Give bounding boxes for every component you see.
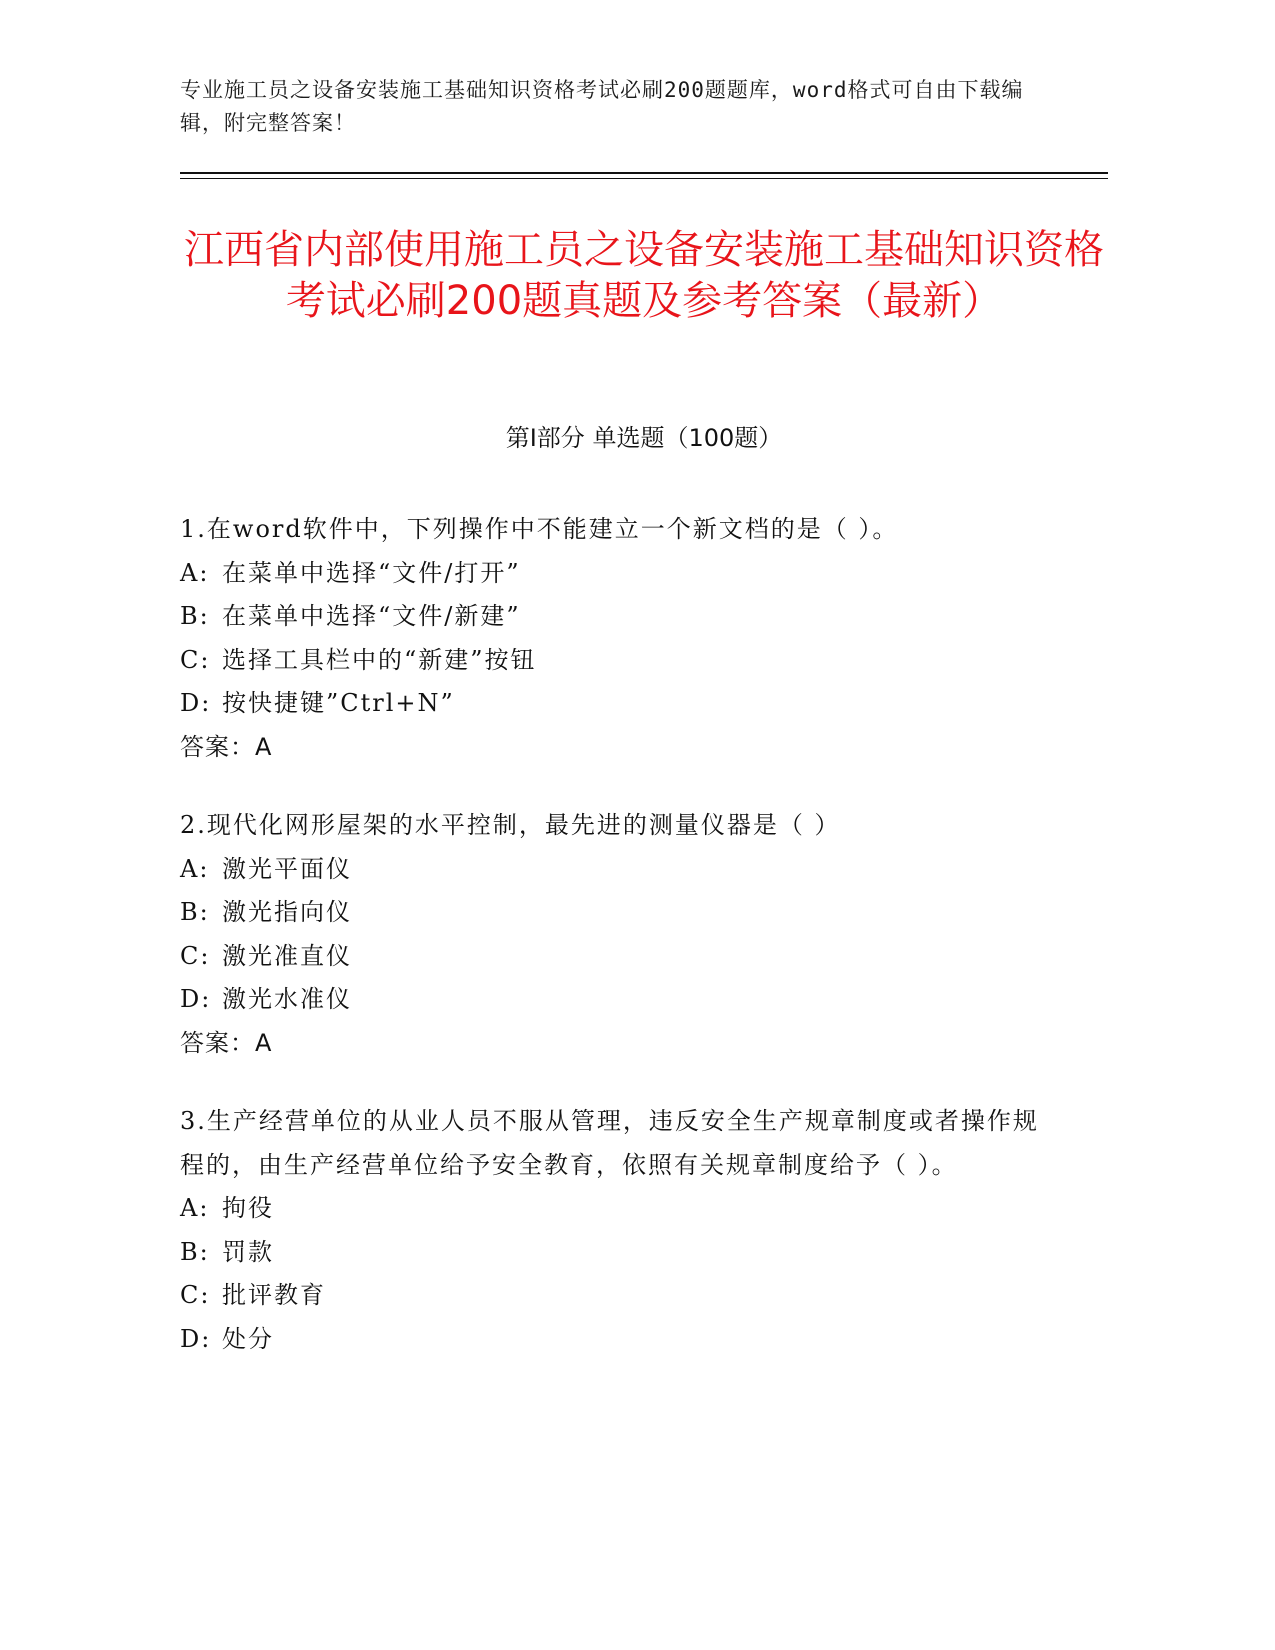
option-c: [180, 935, 1060, 979]
option-letter: A:: [180, 1194, 210, 1222]
option-letter: A:: [180, 558, 210, 587]
option-d: [180, 1318, 1060, 1362]
option-text: 选择工具栏中的“新建”按钮: [222, 645, 537, 674]
answer-line: 答案：A: [180, 732, 273, 761]
option-letter: C:: [180, 941, 211, 970]
header-note: 专业施工员之设备安装施工基础知识资格考试必刷200题题库，word格式可自由下载编辑，附完整答案！: [180, 78, 1024, 135]
option-letter: D:: [180, 1324, 212, 1353]
question-number: 2.: [180, 811, 207, 839]
option-b: [180, 891, 1060, 935]
option-c: [180, 639, 1060, 683]
option-text: 批评教育: [222, 1281, 326, 1309]
option-text: 处分: [222, 1324, 274, 1353]
question-list: [180, 508, 1060, 1396]
option-text: 按快捷键”Ctrl+N”: [222, 689, 455, 717]
header-divider-thick: [180, 172, 1108, 174]
option-text: 罚款: [222, 1237, 274, 1266]
option-text: 拘役: [222, 1194, 274, 1222]
question-text: 在word软件中，下列操作中不能建立一个新文档的是（ ）。: [206, 515, 899, 543]
option-letter: D:: [180, 985, 212, 1013]
option-text: 激光水准仪: [222, 985, 352, 1013]
option-text: 在菜单中选择“文件/打开”: [222, 558, 521, 587]
question-text: 生产经营单位的从业人员不服从管理，违反安全生产规章制度或者操作规程的，由生产经营单位给予安全教育，依照有关规章制度给予（ ）。: [180, 1107, 1039, 1179]
option-letter: C:: [180, 1281, 211, 1309]
question-text: 现代化网形屋架的水平控制，最先进的测量仪器是（ ）: [206, 811, 841, 839]
question-number: 1.: [180, 515, 207, 543]
option-a: [180, 552, 1060, 596]
option-text: 激光平面仪: [222, 854, 352, 883]
option-a: [180, 848, 1060, 892]
option-b: [180, 595, 1060, 639]
option-d: [180, 978, 1060, 1022]
question-2: [180, 804, 1060, 1065]
option-text: 激光准直仪: [222, 941, 352, 970]
option-letter: B:: [180, 898, 210, 926]
question-stem: [180, 1100, 1060, 1187]
question-stem: [180, 508, 1060, 552]
question-number: 3.: [180, 1107, 207, 1135]
answer-line: 答案：A: [180, 1028, 273, 1057]
header-divider-thin: [180, 178, 1108, 179]
option-a: [180, 1187, 1060, 1231]
question-stem: [180, 804, 1060, 848]
question-3: [180, 1100, 1060, 1361]
section-title: 第I部分 单选题（100题）: [505, 424, 783, 452]
option-letter: B:: [180, 1237, 210, 1266]
option-text: 在菜单中选择“文件/新建”: [222, 602, 521, 630]
question-1: [180, 508, 1060, 769]
option-text: 激光指向仪: [222, 898, 352, 926]
option-letter: C:: [180, 645, 211, 674]
option-c: [180, 1274, 1060, 1318]
option-b: [180, 1231, 1060, 1275]
document-title: 江西省内部使用施工员之设备安装施工基础知识资格考试必刷200题真题及参考答案（最新）: [184, 227, 1104, 324]
option-letter: A:: [180, 854, 210, 883]
option-letter: D:: [180, 689, 212, 717]
option-d: [180, 682, 1060, 726]
option-letter: B:: [180, 602, 210, 630]
